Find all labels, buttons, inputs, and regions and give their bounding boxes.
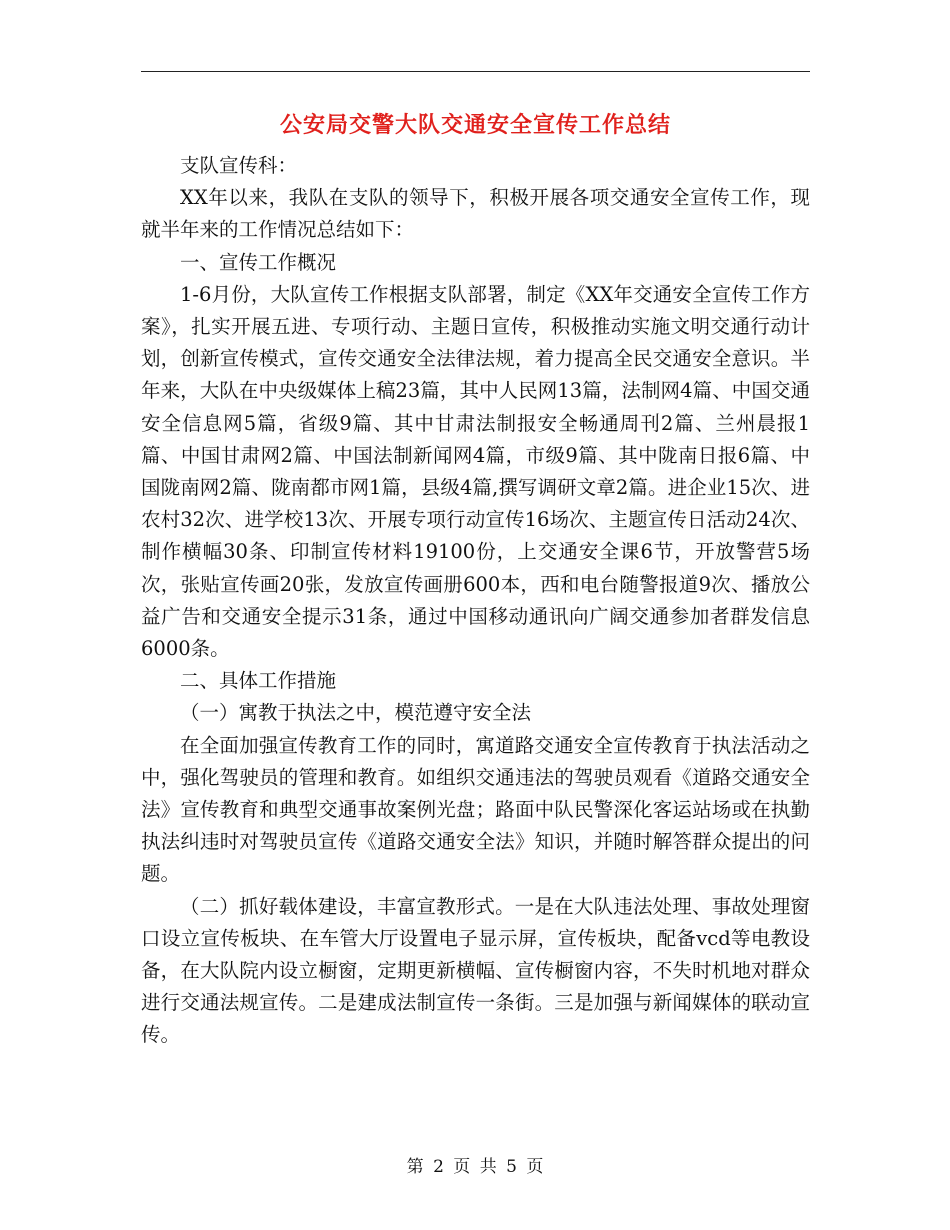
document-body [141,150,810,1052]
paragraph-intro: XX年以来，我队在支队的领导下，积极开展各项交通安全宣传工作，现就半年来的工作情况总结如下： [141,186,810,242]
subsection-heading-1: （一）寓教于执法之中，模范遵守安全法 [180,701,532,725]
paragraph-salutation: 支队宣传科： [180,154,298,177]
paragraph-overview: 1-6月份，大队宣传工作根据支队部署，制定《XX年交通安全宣传工作方案》，扎实开展五进、专项行动、主题日宣传，积极推动实施文明交通行动计划，创新宣传模式，宣传交通安全法律法规，着力提高全民交通安全意识。半年来，大队在中央级媒体上稿23篇，其中人民网13篇，法制网4篇、中国交通安全信息网5篇，省级9篇、其中甘肃法制报安全畅通周刊2篇、兰州晨报1篇、中国甘肃网2篇、中国法制新闻网4篇，市级9篇、其中陇南日报6篇、中国陇南网2篇、陇南都市网1篇，县级4篇,撰写调研文章2篇。进企业15次、进农村32次、进学校13次、开展专项行动宣传16场次、主题宣传日活动24次、制作横幅30条、印制宣传材料19100份，上交通安全课6节，开放警营5场次，张贴宣传画20张，发放宣传画册600本，西和电台随警报道9次、播放公益广告和交通安全提示31条，通过中国移动通讯向广阔交通参加者群发信息6000条。 [141,282,810,661]
page-footer: 第 2 页 共 5 页 [406,1157,544,1177]
paragraph-carrier: （二）抓好载体建设，丰富宣教形式。一是在大队违法处理、事故处理窗口设立宣传板块、在车管大厅设置电子显示屏，宣传板块，配备vcd等电教设备，在大队院内设立橱窗，定期更新横幅、宣传橱窗内容，不失时机地对群众进行交通法规宣传。二是建成法制宣传一条街。三是加强与新闻媒体的联动宣传。 [141,894,810,1047]
section-heading-2: 二、具体工作措施 [180,669,337,693]
document-title: 公安局交警大队交通安全宣传工作总结 [279,112,671,138]
section-heading-1: 一、宣传工作概况 [180,250,337,274]
paragraph-enforcement: 在全面加强宣传教育工作的同时，寓道路交通安全宣传教育于执法活动之中，强化驾驶员的管理和教育。如组织交通违法的驾驶员观看《道路交通安全法》宣传教育和典型交通事故案例光盘；路面中队民警深化客运站场或在执勤执法纠违时对驾驶员宣传《道路交通安全法》知识，并随时解答群众提出的问题。 [141,733,810,886]
header-rule [141,71,810,72]
